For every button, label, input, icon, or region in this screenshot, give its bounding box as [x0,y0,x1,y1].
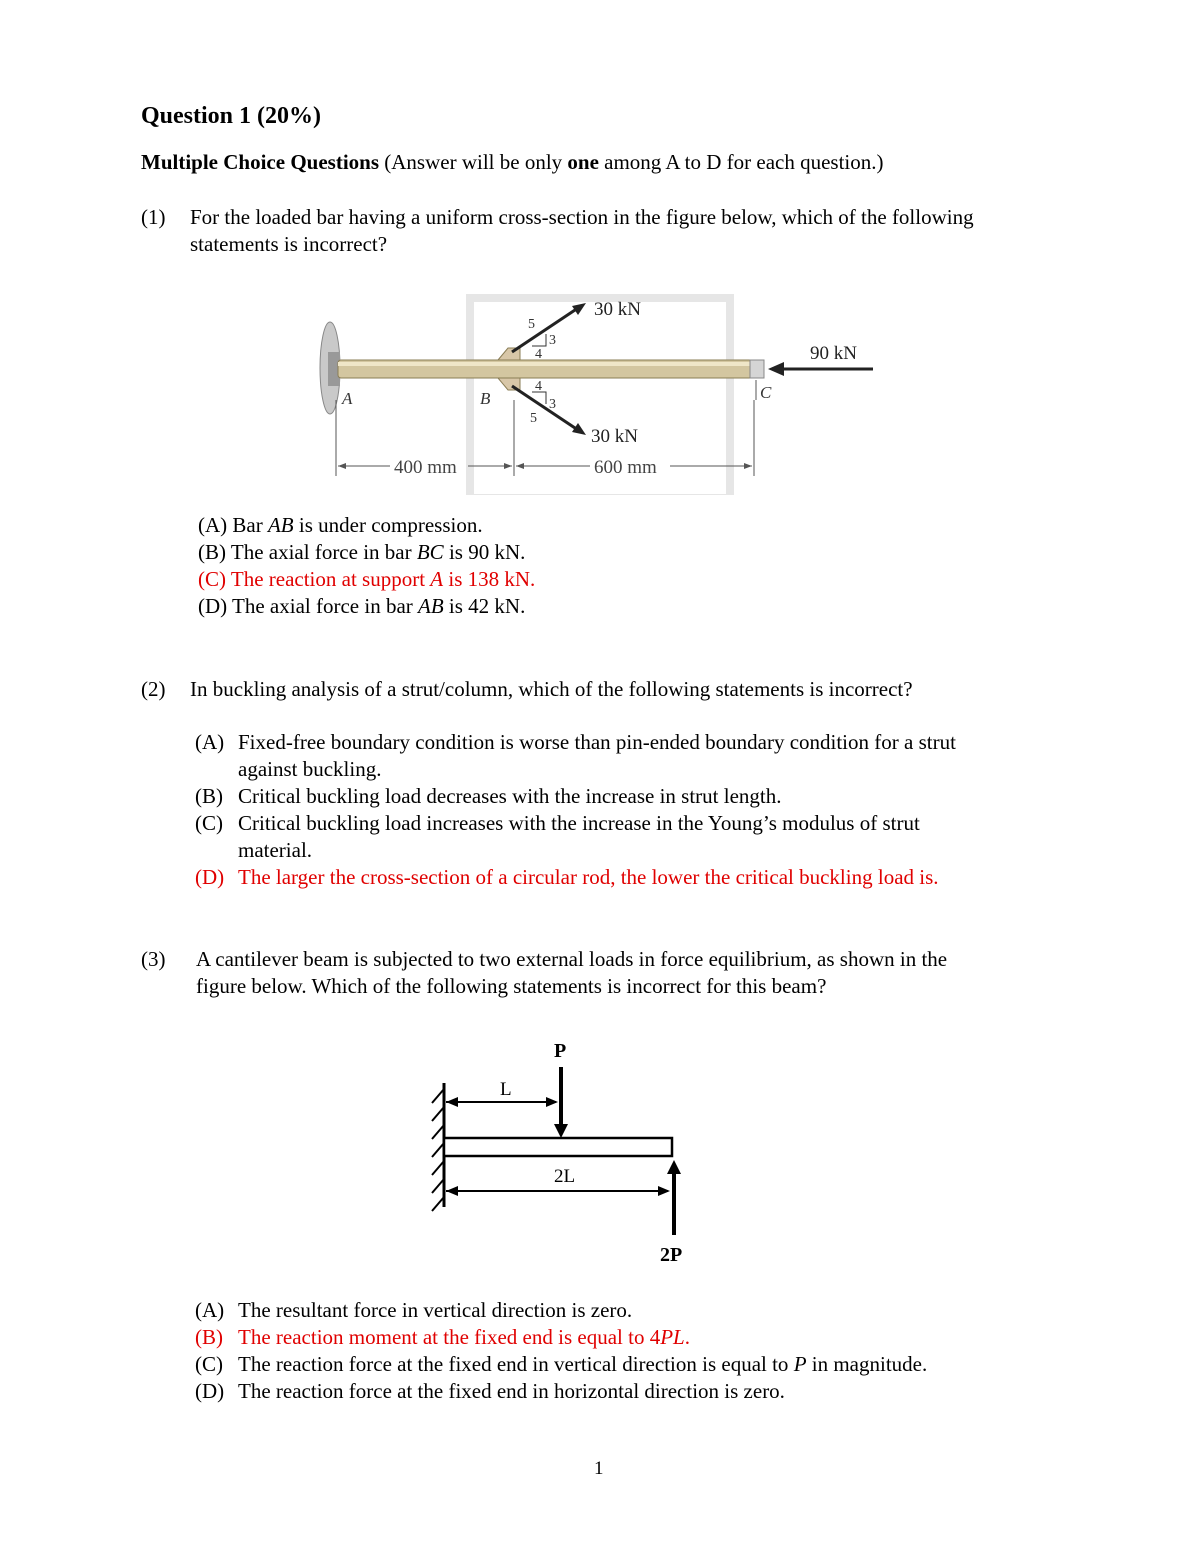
option-italic: AB [418,594,444,618]
option-italic: BC [416,540,444,564]
point-c-label: C [760,383,772,402]
dim-2l-arrow-left [446,1186,458,1196]
q2-option-c-line2: material. [238,838,313,862]
dim-l-label: L [500,1079,512,1100]
mcq-instruction-post: among A to D for each question.) [598,150,884,174]
loaded-bar-figure [310,290,890,495]
mcq-instruction-one: one [567,150,599,174]
q3-option-d-letter: (D) [195,1379,225,1403]
dim-arrow [338,463,346,469]
option-text: The resultant force in vertical direction is zero. [238,1298,633,1322]
force-arrow-bottom [512,386,578,430]
q2-number: (2) [141,677,166,701]
option-text: (C) The reaction at support [198,567,431,591]
question-label: Question 1 [141,103,252,129]
option-text: is under compression. [293,513,483,537]
q3-question-line1: A cantilever beam is subjected to two external loads in force equilibrium, as shown in the [196,947,948,971]
q1-number: (1) [141,205,166,229]
load-p-label: P [554,1040,567,1062]
bar-highlight [338,362,756,366]
option-text: The reaction force at the fixed end in horizontal direction is zero. [238,1379,785,1403]
mcq-instructions [141,150,884,175]
q1-option-c-answer [198,567,535,592]
option-italic: P [793,1352,807,1376]
dim-l-arrow-left [446,1097,458,1107]
option-text: The reaction force at the fixed end in vertical direction is equal to [238,1352,794,1376]
q3-option-c [238,1352,927,1377]
option-text: The reaction moment at the fixed end is equal to 4 [238,1325,661,1349]
option-text: is 42 kN. [443,594,526,618]
cantilever-beam-figure [420,1035,720,1270]
page-number: 1 [594,1458,604,1479]
slope-top-5: 5 [528,317,535,332]
beam [444,1138,672,1156]
point-a-label: A [342,389,353,408]
option-italic: PL [660,1325,685,1349]
option-text: is 90 kN. [443,540,526,564]
q3-question-line2: figure below. Which of the following statements is incorrect for this beam? [196,974,827,998]
q3-number: (3) [141,947,166,971]
option-text: is 138 kN. [443,567,536,591]
force-bottom-label: 30 kN [591,426,638,447]
force-arrow-bottom-head [572,423,586,435]
q3-option-d [238,1379,785,1404]
load-2p-label: 2P [660,1244,683,1266]
load-p-arrow-head [554,1124,568,1138]
dim-left-label: 400 mm [394,457,457,478]
slope-bottom-4: 4 [535,379,542,394]
option-italic: A [430,567,444,591]
dim-right-label: 600 mm [594,457,657,478]
force-arrow-top [512,308,578,352]
dim-2l-arrow-right [658,1186,670,1196]
q2-option-a-letter: (A) [195,730,225,754]
dim-2l-label: 2L [554,1166,576,1187]
point-b-label: B [480,389,491,408]
q3-option-c-letter: (C) [195,1352,223,1376]
force-top-label: 30 kN [594,299,641,320]
force-arrow-right-head [768,362,784,376]
load-2p-arrow-head [667,1160,681,1174]
q2-option-c-letter: (C) [195,811,223,835]
q2-question: In buckling analysis of a strut/column, which of the following statements is incorrect? [190,677,913,701]
slope-bottom-3: 3 [549,397,556,412]
wall-hatching [432,1089,444,1211]
q2-option-a-line1: Fixed-free boundary condition is worse than pin-ended boundary condition for a strut [238,730,956,754]
q3-option-b-answer [238,1325,690,1350]
question-weight: (20%) [257,103,321,129]
q1-question-line1: For the loaded bar having a uniform cross-section in the figure below, which of the following [190,205,974,229]
q2-option-a-line2: against buckling. [238,757,382,781]
dim-arrow [744,463,752,469]
dim-arrow [504,463,512,469]
force-arrow-top-head [572,303,586,315]
option-text: (B) The axial force in bar [198,540,417,564]
q2-option-b-letter: (B) [195,784,223,808]
question-title [141,103,321,130]
q1-question-line2: statements is incorrect? [190,232,388,256]
mcq-instruction-pre: (Answer will be only [384,150,568,174]
dim-arrow [516,463,524,469]
slope-top-4: 4 [535,347,542,362]
q2-option-d-letter: (D) [195,865,225,889]
q3-option-b-letter: (B) [195,1325,223,1349]
q2-option-d-answer: The larger the cross-section of a circular rod, the lower the critical buckling load is. [238,865,939,889]
q2-option-b-line1: Critical buckling load decreases with the increase in strut length. [238,784,782,808]
q2-option-c-line1: Critical buckling load increases with the increase in the Young’s modulus of strut [238,811,920,835]
mcq-heading: Multiple Choice Questions [141,150,380,174]
dim-l-arrow-right [546,1097,558,1107]
bar-end-cap [750,360,764,378]
option-text: . [684,1325,690,1349]
option-italic: AB [267,513,294,537]
q1-option-d [198,594,525,619]
slope-top-3: 3 [549,333,556,348]
option-text: (D) The axial force in bar [198,594,419,618]
slope-bottom-5: 5 [530,411,537,426]
option-text: in magnitude. [806,1352,928,1376]
option-text: (A) Bar [198,513,268,537]
q3-option-a [238,1298,632,1323]
force-right-label: 90 kN [810,343,857,364]
q1-option-a [198,513,483,538]
q3-option-a-letter: (A) [195,1298,225,1322]
q1-option-b [198,540,525,565]
